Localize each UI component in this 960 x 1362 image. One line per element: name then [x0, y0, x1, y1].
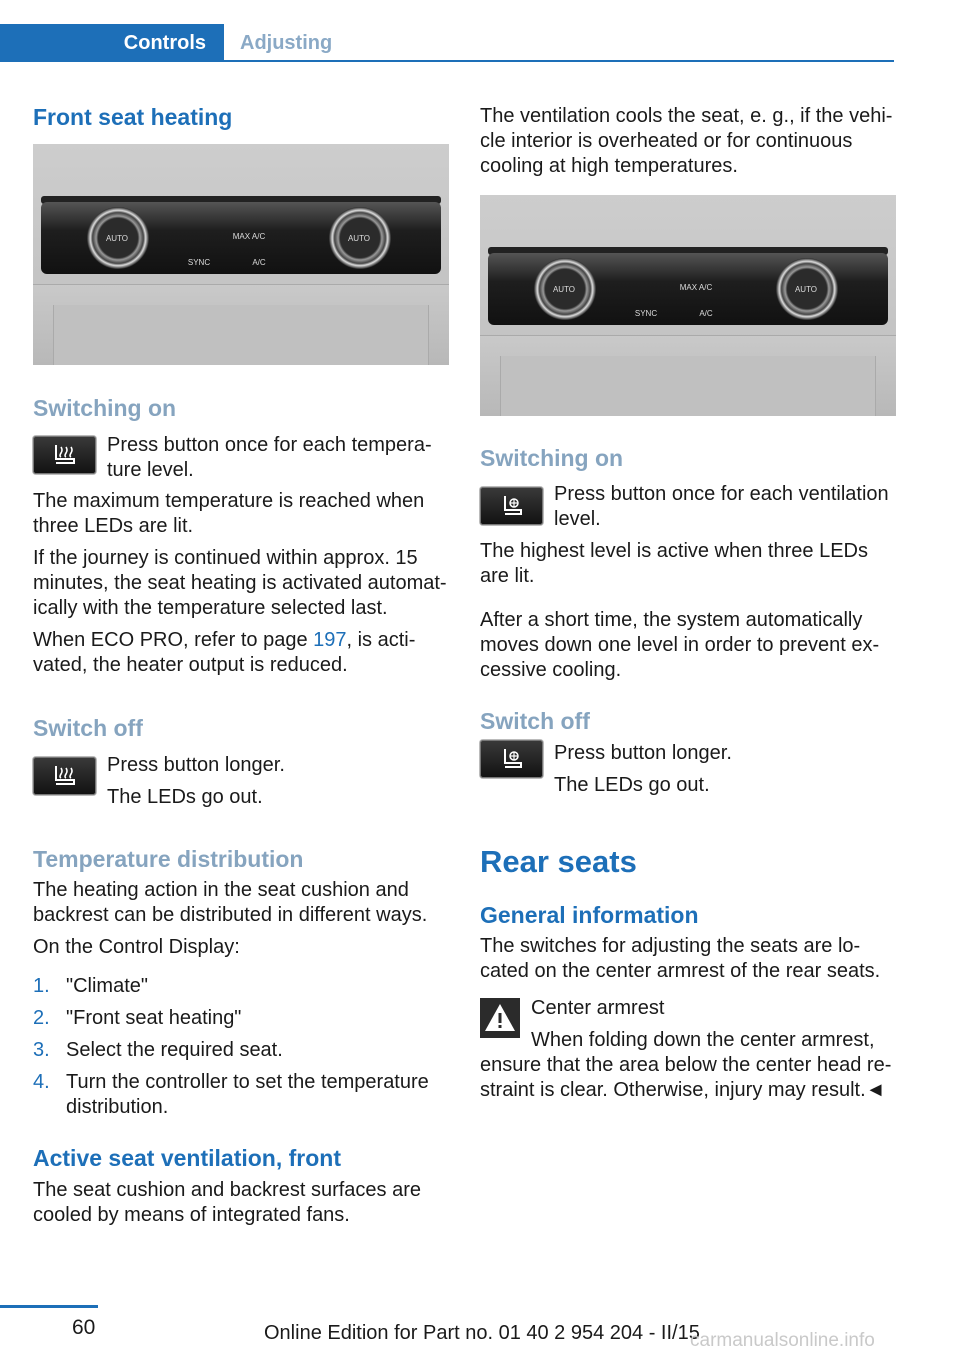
- auto-key-right: AUTO: [794, 285, 818, 294]
- eco-pro-post: , is acti-vated, the heater output is reduced.: [33, 629, 416, 676]
- heading-general-information: General information: [480, 902, 699, 928]
- tab-controls[interactable]: Controls: [0, 24, 224, 62]
- switching-on-text-right: Press button once for each ventilation level.: [554, 483, 889, 530]
- page-number: 60: [72, 1316, 96, 1339]
- auto-key-left: AUTO: [105, 234, 129, 243]
- heading-switch-off-right: Switch off: [480, 708, 590, 734]
- footer-rule: [0, 1305, 98, 1308]
- heading-temperature-distribution: Temperature distribution: [33, 846, 304, 872]
- list-num: 3.: [33, 1039, 50, 1061]
- heading-switching-on-left: Switching on: [33, 395, 177, 421]
- control-display-text: On the Control Display:: [33, 936, 240, 958]
- list-num: 1.: [33, 975, 50, 997]
- ventilation-intro: The ventilation cools the seat, e. g., if the vehi-cle interior is overheated or for continuous cooling at high temperatures.: [480, 105, 893, 177]
- general-info-text: The switches for adjusting the seats are lo-cated on the center armrest of the rear seats.: [480, 935, 881, 982]
- heading-switching-on-right: Switching on: [480, 445, 624, 471]
- maxac-key: MAX A/C: [679, 283, 713, 292]
- eco-pro-pre: When ECO PRO, refer to page: [33, 629, 314, 651]
- climate-panel-photo-right: [480, 195, 896, 416]
- auto-key-right: AUTO: [347, 234, 371, 243]
- list-item: [33, 1038, 449, 1063]
- list-num: 2.: [33, 1007, 50, 1029]
- climate-panel-photo-left: [33, 144, 449, 365]
- page-header: [0, 0, 960, 62]
- list-item: [33, 974, 449, 999]
- list-item: [33, 1006, 449, 1031]
- console-lower: [480, 335, 896, 416]
- highest-level-text: The highest level is active when three LEDs are lit.: [480, 540, 868, 587]
- switching-on-text-left: Press button once for each tempera- ture level.: [107, 434, 432, 481]
- edition-text: Online Edition for Part no. 01 40 2 954 204 - II/15: [264, 1322, 700, 1344]
- auto-moves-down-text: After a short time, the system automatically moves down one level in order to prevent ex-cessive cooling.: [480, 609, 880, 681]
- switch-off-line2-left: The LEDs go out.: [107, 786, 263, 808]
- maxac-key: MAX A/C: [232, 232, 266, 241]
- list-text: Turn the controller to set the temperature distribution.: [66, 1071, 429, 1118]
- list-text: "Front seat heating": [66, 1007, 242, 1029]
- journey-continue-text: If the journey is continued within approx. 15 minutes, the seat heating is activated automat-ically with the temperature selected last.: [33, 547, 447, 619]
- ac-key: A/C: [699, 309, 713, 318]
- seat-heating-button-icon-off: [33, 757, 96, 795]
- sync-key: SYNC: [187, 258, 211, 267]
- ventilation-text: The seat cushion and backrest surfaces are cooled by means of integrated fans.: [33, 1179, 421, 1226]
- heading-switch-off-left: Switch off: [33, 715, 143, 741]
- switch-off-line1-left: Press button longer.: [107, 754, 285, 776]
- switch-off-line1-right: Press button longer.: [554, 742, 732, 764]
- list-num: 4.: [33, 1071, 50, 1093]
- auto-key-left: AUTO: [552, 285, 576, 294]
- max-temp-text: The maximum temperature is reached when three LEDs are lit.: [33, 490, 425, 537]
- switch-off-line2-right: The LEDs go out.: [554, 774, 710, 796]
- list-item: [33, 1070, 449, 1120]
- sync-key: SYNC: [634, 309, 658, 318]
- warning-title: Center armrest: [531, 997, 665, 1019]
- eco-pro-text: [33, 628, 449, 678]
- heading-rear-seats: Rear seats: [480, 844, 637, 879]
- warning-line1: When folding down the center armrest,: [531, 1029, 875, 1051]
- seat-ventilation-button-icon: [480, 487, 543, 525]
- seat-heating-button-icon: [33, 436, 96, 474]
- console-lower: [33, 284, 449, 365]
- seat-ventilation-button-icon-off: [480, 740, 543, 778]
- list-text: Select the required seat.: [66, 1039, 283, 1061]
- page-link-197[interactable]: 197: [313, 629, 347, 651]
- warning-icon: [480, 998, 520, 1038]
- ac-key: A/C: [252, 258, 266, 267]
- list-text: "Climate": [66, 975, 148, 997]
- heading-front-seat-heating: Front seat heating: [33, 104, 233, 130]
- warning-rest: ensure that the area below the center head re-straint is clear. Otherwise, injury may result.◄: [480, 1054, 892, 1101]
- temp-dist-text: The heating action in the seat cushion and backrest can be distributed in different ways.: [33, 879, 428, 926]
- header-rule: [224, 60, 894, 62]
- tab-adjusting[interactable]: Adjusting: [240, 32, 333, 54]
- heading-active-seat-ventilation: Active seat ventilation, front: [33, 1145, 342, 1171]
- watermark: carmanualsonline.info: [690, 1330, 875, 1351]
